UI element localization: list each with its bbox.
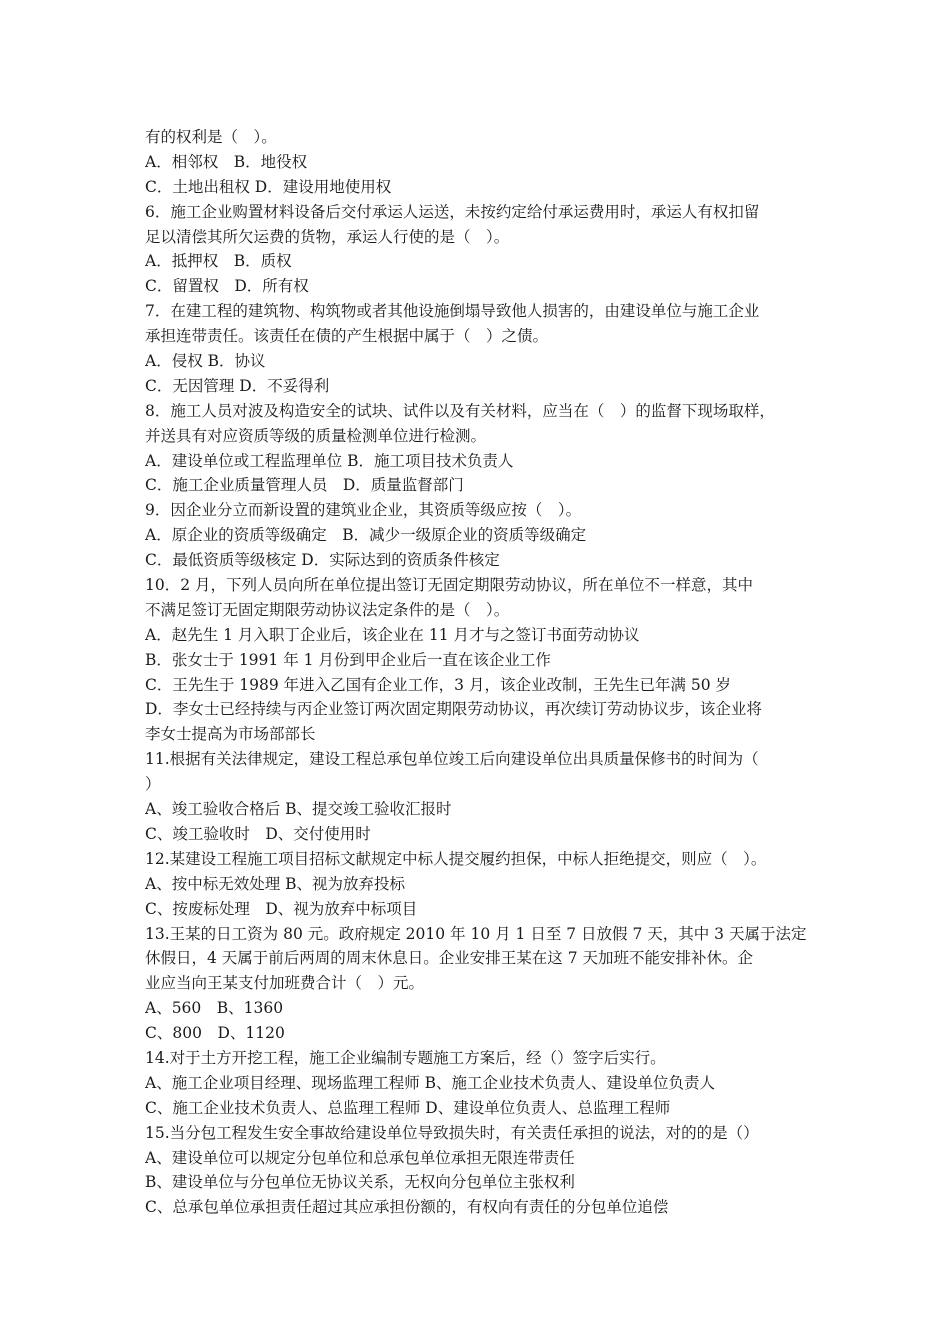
text-line: C．土地出租权 D．建设用地使用权 (145, 177, 392, 196)
text-line: 并送具有对应资质等级的质量检测单位进行检测。 (145, 426, 487, 445)
text-line: A、竣工验收合格后 B、提交竣工验收汇报时 (145, 800, 452, 819)
text-line: A．侵权 B．协议 (145, 352, 266, 371)
text-line: C、施工企业技术负责人、总监理工程师 D、建设单位负责人、总监理工程师 (145, 1098, 671, 1117)
text-line: A、施工企业项目经理、现场监理工程师 B、施工企业技术负责人、建设单位负责人 (145, 1073, 716, 1092)
text-line: B、建设单位与分包单位无协议关系，无权向分包单位主张权利 (145, 1173, 575, 1192)
text-line: 9．因企业分立而新设置的建筑业企业，其资质等级应按（ ）。 (145, 501, 582, 520)
text-line: C、800 D、1120 (145, 1024, 285, 1043)
text-line: C、总承包单位承担责任超过其应承担份额的，有权向有责任的分包单位追偿 (145, 1198, 669, 1217)
text-line: 11.根据有关法律规定，建设工程总承包单位竣工后向建设单位出具质量保修书的时间为（ (145, 750, 759, 769)
text-line: D．李女士已经持续与丙企业签订两次固定期限劳动协议，再次续订劳动协议步，该企业将 (145, 700, 762, 719)
text-line: 8．施工人员对波及构造安全的试块、试件以及有关材料，应当在（ ）的监督下现场取样， (145, 401, 775, 420)
text-line: A、按中标无效处理 B、视为放弃投标 (145, 874, 406, 893)
text-line: 12.某建设工程施工项目招标文献规定中标人提交履约担保，中标人拒绝提交，则应（ ）。 (145, 849, 767, 868)
text-line: A．抵押权 B．质权 (145, 252, 292, 271)
document-body (145, 125, 820, 1220)
text-line: C、竣工验收时 D、交付使用时 (145, 824, 371, 843)
text-line: C．王先生于 1989 年进入乙国有企业工作，3 月，该企业改制，王先生已年满 50 岁 (145, 675, 732, 694)
text-line: C．无因管理 D．不妥得利 (145, 376, 330, 395)
text-line: 15.当分包工程发生安全事故给建设单位导致损失时，有关责任承担的说法，对的的是（） (145, 1123, 759, 1142)
text-line: A、建设单位可以规定分包单位和总承包单位承担无限连带责任 (145, 1148, 575, 1167)
text-line: A．赵先生 1 月入职丁企业后，该企业在 11 月才与之签订书面劳动协议 (145, 625, 640, 644)
text-line: 7．在建工程的建筑物、构筑物或者其他设施倒塌导致他人损害的，由建设单位与施工企业 (145, 302, 760, 321)
text-line: C、按废标处理 D、视为放弃中标项目 (145, 899, 418, 918)
text-line: 足以清偿其所欠运费的货物，承运人行使的是（ ）。 (145, 227, 510, 246)
text-line: 李女士提高为市场部部长 (145, 725, 316, 744)
text-line: 10．2 月，下列人员向所在单位提出签订无固定期限劳动协议，所在单位不一样意，其中 (145, 576, 754, 595)
text-line: C．施工企业质量管理人员 D．质量监督部门 (145, 476, 464, 495)
text-line: 6．施工企业购置材料设备后交付承运人运送，未按约定给付承运费用时，承运人有权扣留 (145, 202, 760, 221)
text-line: A．相邻权 B．地役权 (145, 152, 308, 171)
text-line: ） (145, 775, 161, 794)
text-line: A．建设单位或工程监理单位 B．施工项目技术负责人 (145, 451, 514, 470)
text-line: 13.王某的日工资为 80 元。政府规定 2010 年 10 月 1 日至 7 日放假 7 天，其中 3 天属于法定 (145, 924, 807, 943)
text-line: A、560 B、1360 (145, 999, 284, 1018)
text-line: 承担连带责任。该责任在债的产生根据中属于（ ）之债。 (145, 327, 549, 346)
text-line: A．原企业的资质等级确定 B．减少一级原企业的资质等级确定 (145, 526, 587, 545)
text-line: 业应当向王某支付加班费合计（ ）元。 (145, 974, 425, 993)
text-line: C．最低资质等级核定 D．实际达到的资质条件核定 (145, 551, 500, 570)
text-line: 有的权利是（ ）。 (145, 128, 277, 146)
text-line: C．留置权 D．所有权 (145, 277, 309, 296)
text-line: 14.对于土方开挖工程，施工企业编制专题施工方案后，经（）签字后实行。 (145, 1048, 666, 1067)
text-line: B．张女士于 1991 年 1 月份到甲企业后一直在该企业工作 (145, 650, 551, 669)
text-line: 不满足签订无固定期限劳动协议法定条件的是（ ）。 (145, 600, 510, 619)
text-line: 休假日，4 天属于前后两周的周末休息日。企业安排王某在这 7 天加班不能安排补休。企 (145, 949, 754, 968)
